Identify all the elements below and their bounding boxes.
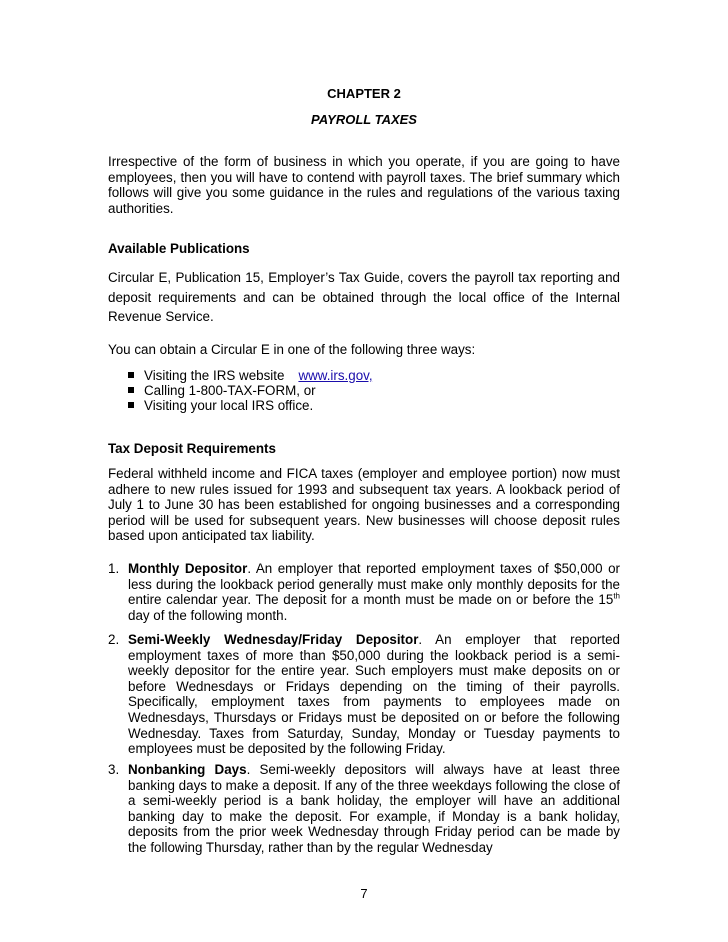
list-item [128, 398, 620, 413]
page-number: 7 [360, 886, 368, 901]
publications-ways-paragraph: You can obtain a Circular E in one of the following three ways: [108, 342, 476, 357]
item-text: . Semi-weekly depositors will always have at least three banking days to make a deposit. If any of the three weekdays following the close of a semi-weekly period is a bank holiday, the employer will have an additional banking day to make the deposit. For example, if Monday is a bank holiday, deposits from the prior week Wednesday through Friday period can be made by the following Thursday, rather than by the regular Wednesday [128, 762, 620, 855]
section-heading-deposit: Tax Deposit Requirements [108, 441, 276, 456]
item-number: 2. [108, 632, 120, 647]
item-text: . An employer that reported employment taxes of more than $50,000 during the lookback period is a semi-weekly depositor for the entire year. Such employers must make deposits on or before Wednesdays or Fridays depending on the timing of their payrolls. Specifically, employment taxes from payments to employees made on Wednesdays, Thursdays or Fridays must be deposited on or before the following Wednesday. Taxes from Saturday, Sunday, Monday or Tuesday payments to employees must be deposited by the following Friday. [128, 632, 620, 757]
ordinal-suffix: th [613, 591, 620, 601]
publications-bullet-list [128, 368, 620, 413]
square-bullet-icon [128, 402, 134, 408]
bullet-text: Visiting the IRS website [144, 368, 285, 383]
item-title: Nonbanking Days [128, 762, 247, 777]
square-bullet-icon [128, 387, 134, 393]
publications-paragraph: Circular E, Publication 15, Employer’s Tax Guide, covers the payroll tax reporting and deposit requirements and can be obtained through the local office of the Internal Revenue Service. [108, 270, 620, 324]
item-body [128, 561, 620, 623]
list-item-nonbanking-days [108, 762, 620, 856]
chapter-title: PAYROLL TAXES [311, 112, 417, 127]
item-text: . An employer that reported employment taxes of $50,000 or less during the lookback period generally must make only monthly deposits for the entire calendar year. The deposit for a month must be made on or before the 15 [128, 561, 620, 608]
item-number: 3. [108, 762, 120, 777]
list-item-monthly-depositor [108, 561, 620, 623]
list-item [128, 383, 620, 398]
square-bullet-icon [128, 372, 134, 378]
item-title: Monthly Depositor [128, 561, 248, 576]
item-body [128, 632, 620, 757]
bullet-text: Visiting your local IRS office. [144, 398, 314, 413]
list-item [128, 368, 620, 383]
item-body [128, 762, 620, 856]
intro-paragraph: Irrespective of the form of business in which you operate, if you are going to have employees, then you will have to contend with payroll taxes. The brief summary which follows will give you some guidance in the rules and regulations of the various taxing authorities. [108, 154, 620, 216]
section-heading-publications: Available Publications [108, 241, 250, 256]
item-text-end: day of the following month. [128, 607, 288, 623]
list-item-semi-weekly-depositor [108, 632, 620, 757]
bullet-text: Calling 1-800-TAX-FORM, or [144, 383, 316, 398]
item-title: Semi-Weekly Wednesday/Friday Depositor [128, 632, 419, 647]
item-number: 1. [108, 561, 120, 576]
irs-website-link[interactable]: www.irs.gov, [298, 368, 373, 383]
chapter-label: CHAPTER 2 [327, 86, 401, 101]
deposit-paragraph: Federal withheld income and FICA taxes (employer and employee portion) now must adhere to new rules issued for 1993 and subsequent tax years. A lookback period of July 1 to June 30 has been established for ongoing businesses and a corresponding period will be used for subsequent years. New businesses will choose deposit rules based upon anticipated tax liability. [108, 466, 620, 544]
